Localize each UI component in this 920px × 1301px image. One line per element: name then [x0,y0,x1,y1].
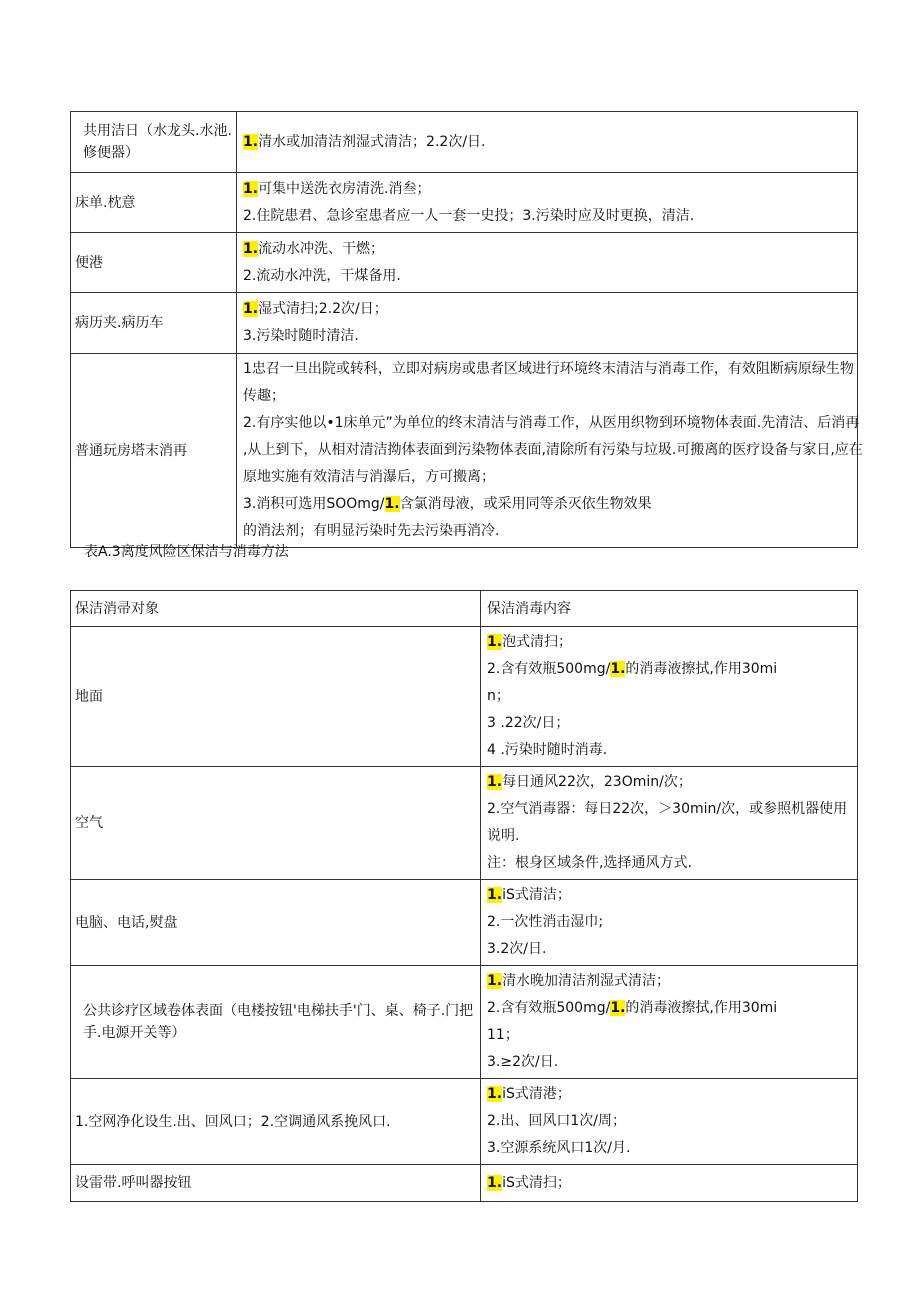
row-content [237,354,863,548]
content-line [487,823,851,850]
content-line [487,882,851,909]
line-text: 的消法剂；有明显污染时先去污染再消冷. [243,523,500,539]
row-content [237,112,858,173]
row-object: 共用洁日（水龙头.水池.修便器） [71,112,237,173]
table-row [71,354,858,548]
line-prefix: 2.含有效瓶500mg/ [487,1000,611,1016]
line-text: 2.有序实他以•1床单元”为单位的终末清洁与消毒工作，从医用织物到环境物体表面.先清洁、后消再 [243,415,860,431]
table-row [71,966,858,1079]
line-text: 泡式清扫； [502,634,573,650]
table-header-row [71,591,858,627]
content-line [243,176,851,203]
cleaning-table-2 [70,590,858,1202]
line-text: 3 .22次/日； [487,715,570,731]
content-line [487,909,851,936]
header-content: 保洁消毒内容 [481,591,858,627]
line-text: 2.出、回风口1次/周； [487,1113,626,1129]
content-line [243,296,851,323]
content-line [487,683,851,710]
content-line [243,410,860,437]
content-line [487,936,851,963]
line-text: 原地实施有效清洁与消瀑后，方可搬离； [243,469,495,485]
row-object: 电脑、电话,熨盘 [71,880,481,966]
cleaning-table-1 [70,111,863,548]
line-text: 可集中送洗衣房清洗.消叁； [258,180,431,197]
row-content [237,293,858,354]
highlight-number: 1. [384,496,400,512]
content-line [243,203,851,230]
highlight-number: 1. [243,133,259,150]
line-prefix: 2.含有效瓶500mg/ [487,661,611,677]
line-text: ,从上到下，从相对清洁拗体表面到污染物体表面,清除所有污染与垃圾.可搬离的医疗设备与家日,应在 [243,442,863,458]
content-line [243,129,851,156]
line-text: 3.空源系统风口1次/月. [487,1140,631,1156]
line-text: iS式清扫； [502,1174,571,1191]
content-line [243,383,851,410]
row-object: 普通玩房塔末消再 [71,354,237,548]
header-object: 保洁消帚对象 [71,591,481,627]
row-object: 床单.枕意 [71,173,237,233]
content-line [243,464,851,491]
highlight-number: 1. [610,661,626,677]
row-object: 1.空网净化设生.出、回风口；2.空调通风系挽风口. [71,1079,481,1165]
line-text: 清水或加清洁剂湿式清洁；2.2次/日. [258,133,486,150]
table-row [71,627,858,767]
highlight-number: 1. [487,634,503,650]
content-line [487,1022,851,1049]
content-line [487,968,851,995]
row-object: 便港 [71,233,237,293]
line-text: n； [487,688,510,704]
line-text: 2.住院患君、急诊室患者应一人一套一史投；3.污染时应及时更换，清洁. [243,207,695,224]
highlight-number: 1. [243,180,259,197]
highlight-number: 1. [487,1174,503,1191]
content-line [487,796,851,823]
content-line [487,1135,851,1162]
row-content [237,173,858,233]
highlight-number: 1. [487,774,503,790]
content-line [243,518,851,545]
line-text: 说明. [487,828,520,844]
line-text: 流动水冲洗、干燃； [258,240,385,257]
row-content [481,1079,858,1165]
table-row [71,767,858,880]
content-line [487,850,851,877]
content-line [243,263,851,290]
content-line [487,995,851,1022]
content-line [487,1081,851,1108]
line-text: iS式清洁； [502,887,571,903]
highlight-number: 1. [243,240,259,257]
line-text: 每日通风22次，23Omin/次； [502,774,692,790]
row-object: 公共诊疗区域卷体表面（电楼按钮'电梯扶手'门、桌、椅子.门把手.电源开关等） [71,966,481,1079]
line-text: 1忠召一旦出院或转科，立即对病房或患者区域进行环境终末清洁与消毒工作，有效阻断病原绿生物 [243,361,854,377]
row-object: 设雷带.呼叫器按钮 [71,1165,481,1202]
line-text: 11； [487,1027,519,1043]
line-text: 2.流动水冲洗，干煤备用. [243,267,401,284]
line-text: 2.一次性消击湿巾; [487,914,604,930]
highlight-number: 1. [487,973,503,989]
content-line [487,1049,851,1076]
table-row [71,293,858,354]
table-row [71,233,858,293]
content-line [487,629,851,656]
line-text: 注：根身区域条件,选择通风方式. [487,855,692,871]
line-text: 湿式清扫;2.2次/日； [258,301,388,317]
line-text: 4 .污染时随时消毒. [487,742,608,758]
table-row [71,112,858,173]
line-text: 的消毒液擦拭,作用30mi [625,661,778,677]
row-content [481,966,858,1079]
line-text: 传趣； [243,388,285,404]
content-line [243,437,863,464]
content-line [487,769,851,796]
content-line [487,710,851,737]
line-text: 的消毒液擦拭,作用30mi [625,1000,778,1016]
line-text: 3.≥2次/日. [487,1054,559,1070]
content-line [243,236,851,263]
table-row [71,1079,858,1165]
line-text: 3.2次/日. [487,941,547,957]
content-line [243,323,851,350]
line-text: 含氯消母液，或采用同等杀灭依生物效果 [399,496,652,512]
table-caption: 表A.3离度风险区保洁与消毒方法 [84,544,289,560]
highlight-number: 1. [610,1000,626,1016]
highlight-number: 1. [487,887,503,903]
content-line [487,1170,851,1197]
row-content [481,880,858,966]
row-object: 空气 [71,767,481,880]
line-text: 清水晚加清洁剂湿式清洁； [502,973,671,989]
line-text: iS式清港； [502,1086,571,1102]
line-text: 3.污染时随时清洁. [243,328,359,344]
row-content [237,233,858,293]
row-content [481,627,858,767]
table-row [71,1165,858,1202]
table-row [71,880,858,966]
row-object: 地面 [71,627,481,767]
table-row [71,173,858,233]
content-line [243,356,854,383]
row-object: 病历夹.病历车 [71,293,237,354]
highlight-number: 1. [487,1086,503,1102]
highlight-number: 1. [243,301,259,317]
line-text: 2.空气消毒器：每日22次，＞30min/次，或参照机器使用 [487,801,848,817]
content-line [487,1108,851,1135]
content-line [243,491,851,518]
row-content [481,767,858,880]
line-prefix: 3.消积可选用SOOmg/ [243,496,385,512]
row-content [481,1165,858,1202]
content-line [487,656,851,683]
content-line [487,737,851,764]
